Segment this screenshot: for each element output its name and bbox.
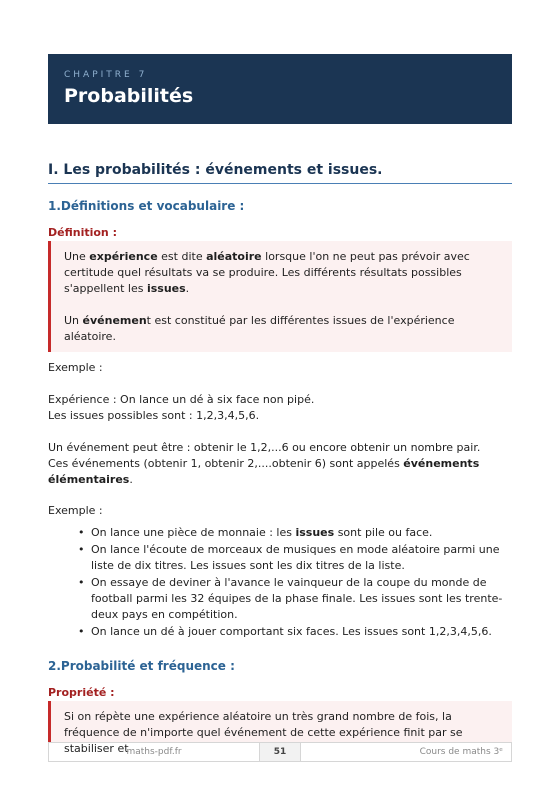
section-divider bbox=[48, 183, 512, 184]
text-run: . bbox=[185, 282, 190, 295]
list-item bbox=[78, 542, 510, 574]
example-line bbox=[48, 456, 512, 488]
bullet: • bbox=[78, 526, 85, 539]
example-line: Expérience : On lance un dé à six face non pipé. bbox=[48, 393, 315, 406]
section-title: I. Les probabilités : événements et issues. bbox=[48, 162, 383, 178]
footer-site: maths-pdf.fr bbox=[49, 743, 260, 761]
definition-paragraph-1 bbox=[64, 249, 500, 297]
definition-label: Définition : bbox=[48, 226, 117, 239]
property-text: Si on répète une expérience aléatoire un très grand nombre de fois, la fréquence de n'importe quel événement de cette expérience finit par se stabiliser et bbox=[64, 710, 463, 755]
text-run: Un bbox=[64, 314, 83, 327]
example-line: Un événement peut être : obtenir le 1,2,...6 ou encore obtenir un nombre pair. bbox=[48, 441, 481, 454]
text-run: Une bbox=[64, 250, 90, 263]
term-issues: issues bbox=[295, 526, 335, 539]
term-evenement: événemen bbox=[82, 314, 147, 327]
bullet: • bbox=[78, 543, 85, 556]
list-item bbox=[78, 624, 510, 640]
text-run: t est constitué par les différentes issues de l'expérience aléatoire. bbox=[64, 314, 455, 343]
term-experience: expérience bbox=[89, 250, 158, 263]
list-item-text: On essaye de deviner à l'avance le vainqueur de la coupe du monde de football parmi les 32 équipes de la phase finale. Les issues sont les trente-deux pays en compétition. bbox=[91, 576, 503, 621]
chapter-number: CHAPITRE 7 bbox=[64, 70, 148, 80]
term-evenements-elementaires: événements élémentaires bbox=[48, 457, 480, 486]
text-run: est dite bbox=[157, 250, 207, 263]
footer-course: Cours de maths 3ᵉ bbox=[419, 747, 503, 757]
definition-paragraph-2 bbox=[64, 313, 500, 345]
subsection-title-frequency: 2.Probabilité et fréquence : bbox=[48, 659, 235, 673]
page-footer bbox=[48, 742, 512, 762]
chapter-title: Probabilités bbox=[64, 85, 194, 107]
example-1 bbox=[48, 360, 512, 488]
text-run: . bbox=[129, 473, 133, 486]
text-run: lorsque l'on ne peut pas prévoir avec certitude quel résultats va se produire. Les différents résultats possibles s'appellent les bbox=[64, 250, 470, 295]
text-run: Ces événements (obtenir 1, obtenir 2,....obtenir 6) sont appelés bbox=[48, 457, 404, 470]
definition-box bbox=[48, 241, 512, 352]
list-item bbox=[78, 525, 510, 541]
text-run: On lance une pièce de monnaie : les bbox=[91, 526, 296, 539]
property-label: Propriété : bbox=[48, 686, 115, 699]
term-aleatoire: aléatoire bbox=[206, 250, 262, 263]
chapter-banner bbox=[48, 54, 512, 124]
examples-list bbox=[78, 525, 510, 641]
text-run: sont pile ou face. bbox=[334, 526, 433, 539]
example-2-label: Exemple : bbox=[48, 504, 103, 517]
list-item bbox=[78, 575, 510, 623]
bullet: • bbox=[78, 576, 85, 589]
list-item-text: On lance un dé à jouer comportant six faces. Les issues sont 1,2,3,4,5,6. bbox=[91, 625, 492, 638]
bullet: • bbox=[78, 625, 85, 638]
term-issues: issues bbox=[146, 282, 186, 295]
example-label: Exemple : bbox=[48, 361, 103, 374]
page-number: 51 bbox=[260, 743, 301, 761]
example-line: Les issues possibles sont : 1,2,3,4,5,6. bbox=[48, 409, 260, 422]
list-item-text: On lance l'écoute de morceaux de musiques en mode aléatoire parmi une liste de dix titres. Les issues sont les dix titres de la liste. bbox=[91, 543, 500, 572]
subsection-title-definitions: 1.Définitions et vocabulaire : bbox=[48, 199, 245, 213]
